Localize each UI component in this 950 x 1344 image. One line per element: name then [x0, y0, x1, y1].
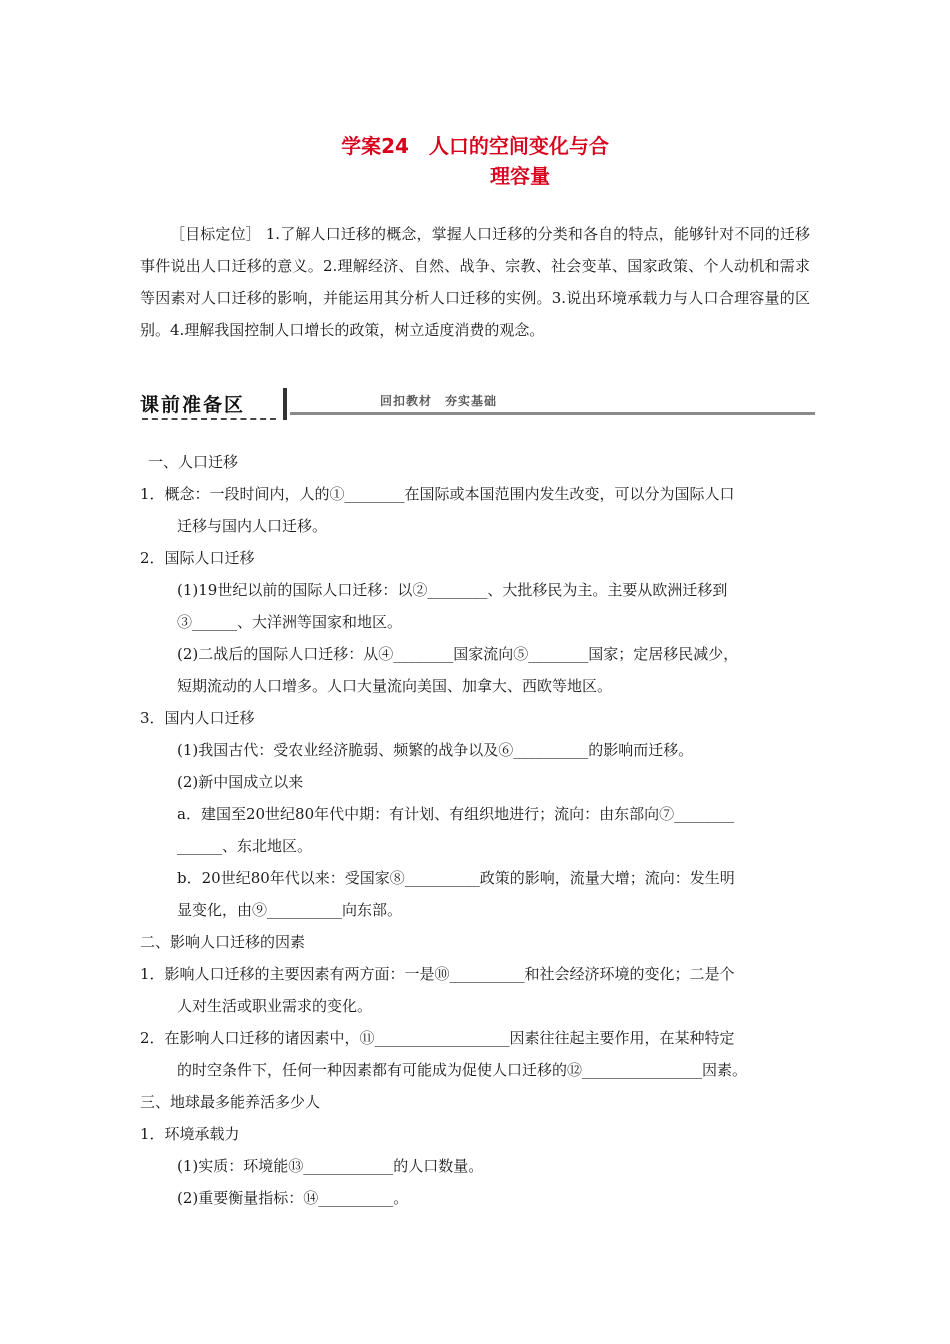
list-item-continued: 迁移与国内人口迁移。	[177, 517, 328, 535]
banner-divider-bar	[283, 388, 287, 420]
list-item: 1．环境承载力	[140, 1125, 240, 1143]
sub-sub-item: a．建国至20世纪80年代中期：有计划、有组织地进行；流向：由东部向⑦________	[177, 805, 735, 823]
document-title-line-1: 学案24 人口的空间变化与合	[341, 134, 609, 158]
document-title-line-2: 理容量	[490, 164, 550, 188]
sub-item: (2)重要衡量指标：⑭__________。	[177, 1189, 409, 1207]
sub-sub-item-continued: 显变化，由⑨__________向东部。	[177, 901, 403, 919]
list-item: 2．在影响人口迁移的诸因素中，⑪__________________因素往往起主要作用，在某种特定	[140, 1029, 735, 1047]
sub-item-continued: ③______、大洋洲等国家和地区。	[177, 613, 403, 631]
section-heading: 一、人口迁移	[148, 453, 239, 471]
sub-item: (1)我国古代：受农业经济脆弱、频繁的战争以及⑥__________的影响而迁移。	[177, 741, 694, 759]
banner-rule	[290, 412, 815, 415]
section-banner	[140, 386, 815, 422]
list-item-continued: 人对生活或职业需求的变化。	[177, 997, 373, 1015]
list-item: 2．国际人口迁移	[140, 549, 255, 567]
sub-sub-item-continued: ______、东北地区。	[177, 837, 313, 855]
list-item: 3．国内人口迁移	[140, 709, 255, 727]
list-item: 1．概念：一段时间内，人的①________在国际或本国范围内发生改变，可以分为国际人口	[140, 485, 735, 503]
learning-objectives: ［目标定位］ 1.了解人口迁移的概念，掌握人口迁移的分类和各自的特点，能够针对不同的迁移事件说出人口迁移的意义。2.理解经济、自然、战争、宗教、社会变革、国家政策、个人动机和需求等因素对人口迁移的影响，并能运用其分析人口迁移的实例。3.说出环境承载力与人口合理容量的区别。4.理解我国控制人口增长的政策，树立适度消费的观念。	[140, 225, 810, 339]
sub-item: (1)19世纪以前的国际人口迁移：以②________、大批移民为主。主要从欧洲迁移到	[177, 581, 728, 599]
sub-item: (2)二战后的国际人口迁移：从④________国家流向⑤________国家；定居移民减少，	[177, 645, 739, 663]
section-heading: 二、影响人口迁移的因素	[140, 933, 306, 951]
sub-item: (1)实质：环境能⑬____________的人口数量。	[177, 1157, 484, 1175]
banner-dashed-underline	[142, 418, 276, 420]
banner-label: 课前准备区	[140, 394, 246, 416]
sub-item: (2)新中国成立以来	[177, 773, 304, 791]
sub-item-continued: 短期流动的人口增多。人口大量流向美国、加拿大、西欧等地区。	[177, 677, 613, 695]
section-heading: 三、地球最多能养活多少人	[140, 1093, 321, 1111]
sub-sub-item: b．20世纪80年代以来：受国家⑧__________政策的影响，流量大增；流向：发生明	[177, 869, 735, 887]
banner-subtitle: 回扣教材 夯实基础	[380, 394, 498, 408]
list-item-continued: 的时空条件下，任何一种因素都有可能成为促使人口迁移的⑫________________因素。	[177, 1061, 748, 1079]
list-item: 1．影响人口迁移的主要因素有两方面：一是⑩__________和社会经济环境的变化；二是个	[140, 965, 735, 983]
